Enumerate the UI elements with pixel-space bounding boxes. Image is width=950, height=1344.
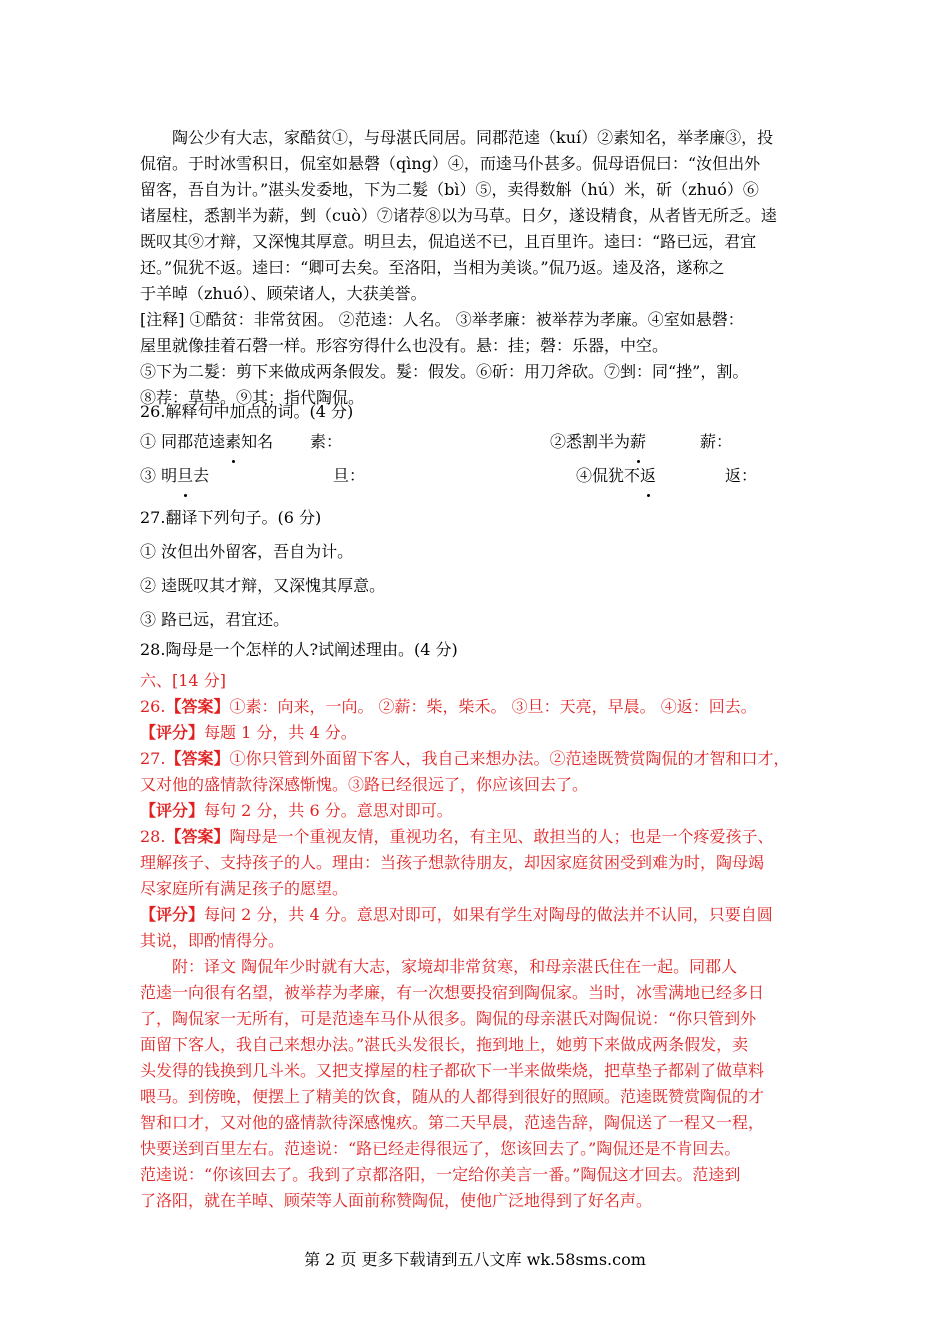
question-27-item: ② 逵既叹其才辩，又深愧其厚意。 (140, 576, 386, 595)
answer-section-heading: 六、[14 分] (140, 671, 226, 690)
score-28 (140, 902, 820, 928)
passage-line: 留客，吾自为计。”湛头发委地，下为二髮（bì）⑤，卖得数斛（hú）米，斫（zhuó）⑥ (140, 180, 759, 199)
q26-answer-label-2: 薪： (700, 432, 733, 451)
question-27-item: ① 汝但出外留客，吾自为计。 (140, 542, 354, 561)
answer-28-text: 陶母是一个重视友情，重视功名，有主见、敢担当的人；也是一个疼爱孩子、 (229, 827, 774, 846)
question-26-title: 26.解释句中加点的词。(4 分) (140, 402, 354, 421)
q26-item-3-pre: ③ 明 (140, 466, 178, 485)
translation-line: 智和口才，又对他的盛情款待深感愧疚。第二天早晨，范逵告辞，陶侃送了一程又一程， (140, 1113, 765, 1132)
passage-line: 于羊晫（zhuó）、顾荣诸人，大获美誉。 (140, 284, 427, 303)
translation-line: 了，陶侃家一无所有，可是范逵车马仆从很多。陶侃的母亲湛氏对陶侃说：“你只管到外 (140, 1009, 757, 1028)
q26-answer-label-1: 素： (310, 432, 343, 451)
translation-line: 面留下客人，我自己来想办法。”湛氏头发很长，拖到地上，她剪下来做成两条假发，卖 (140, 1035, 749, 1054)
q26-item-2 (550, 425, 646, 459)
score-27 (140, 798, 820, 824)
question-26-items (140, 425, 820, 493)
answer-tag: 【答案】 (165, 827, 230, 846)
translation-line: 范逵说：“你该回去了。我到了京都洛阳，一定给你美言一番。”陶侃这才回去。范逵到 (140, 1165, 741, 1184)
question-26-row-2 (140, 459, 820, 493)
passage-line: 既叹其⑨才辩，又深愧其厚意。明旦去，侃追送不已，且百里许。逵曰：“路已远，君宜 (140, 232, 757, 251)
question-28-title: 28.陶母是一个怎样的人?试阐述理由。(4 分) (140, 640, 458, 659)
note-line: ⑤下为二髮：剪下来做成两条假发。髮：假发。⑥斫：用刀斧砍。⑦剉：同“挫”，割。 (140, 362, 749, 381)
answer-27 (140, 746, 820, 772)
page-footer: 第 2 页 更多下载请到五八文库 wk.58sms.com (304, 1250, 646, 1269)
q26-item-1-post: 知名 (241, 432, 274, 451)
score-26 (140, 720, 820, 746)
note-line: [注释] ①酷贫：非常贫困。 ②范逵：人名。 ③举孝廉：被举荐为孝廉。④室如悬磬： (140, 310, 744, 329)
q26-item-4 (576, 459, 656, 493)
q26-item-3-post: 去 (193, 466, 210, 485)
translation-line: 附：译文 陶侃年少时就有大志，家境却非常贫寒，和母亲湛氏住在一起。同郡人 (172, 957, 738, 976)
q26-item-4-dotted-word: 返 (640, 459, 656, 493)
answer-28-cont: 理解孩子、支持孩子的人。理由：当孩子想款待朋友，却因家庭贫困受到难为时，陶母竭 (140, 853, 765, 872)
score-28-cont: 其说，即酌情得分。 (140, 931, 285, 950)
q26-item-4-pre: ④侃犹不 (576, 466, 641, 485)
q26-item-3 (140, 459, 209, 493)
question-26-row-1 (140, 425, 820, 459)
passage-line: 还。”侃犹不返。逵曰：“卿可去矣。至洛阳，当相为美谈。”侃乃返。逵及洛，遂称之 (140, 258, 725, 277)
translation-line: 范逵一向很有名望，被举荐为孝廉，有一次想要投宿到陶侃家。当时，冰雪满地已经多日 (140, 983, 765, 1002)
answer-28-cont: 尽家庭所有满足孩子的愿望。 (140, 879, 349, 898)
answer-27-text: ①你只管到外面留下客人，我自己来想办法。②范逵既赞赏陶侃的才智和口才， (229, 749, 790, 768)
translation-line: 头发得的钱换到几斗米。又把支撑屋的柱子都砍下一半来做柴烧，把草垫子都剁了做草料 (140, 1061, 765, 1080)
question-26 (140, 399, 820, 425)
q26-item-1 (140, 425, 273, 459)
translation-line: 喂马。到傍晚，便摆上了精美的饮食，随从的人都得到很好的照顾。范逵既赞赏陶侃的才 (140, 1087, 765, 1106)
answer-26-text: ①素：向来，一向。 ②薪：柴，柴禾。 ③旦：天亮，早晨。 ④返：回去。 (229, 697, 757, 716)
q26-item-1-pre: ① 同郡范逵 (140, 432, 226, 451)
annotations (140, 307, 820, 411)
answer-section (140, 668, 820, 1214)
score-27-text: 每句 2 分，共 6 分。意思对即可。 (204, 801, 453, 820)
answer-28-number: 28. (140, 827, 166, 846)
answer-tag: 【答案】 (165, 749, 230, 768)
question-28 (140, 633, 820, 667)
answer-26 (140, 694, 820, 720)
note-line: 屋里就像挂着石磬一样。形容穷得什么也没有。悬：挂；磬：乐器，中空。 (140, 336, 669, 355)
answer-28 (140, 824, 820, 850)
score-tag: 【评分】 (140, 905, 205, 924)
question-27-title: 27.翻译下列句子。(6 分) (140, 508, 322, 527)
passage-line: 侃宿。于时冰雪积日，侃室如悬磬（qìng）④，而逵马仆甚多。侃母语侃曰：“汝但出外 (140, 154, 761, 173)
q26-item-1-dotted-word: 素 (225, 425, 241, 459)
score-tag: 【评分】 (140, 801, 205, 820)
q26-item-2-pre: ②悉割半为 (550, 432, 631, 451)
q26-answer-label-3: 旦： (333, 466, 366, 485)
q26-item-3-dotted-word: 旦 (177, 459, 193, 493)
passage-line: 陶公少有大志，家酷贫①，与母湛氏同居。同郡范逵（kuí）②素知名，举孝廉③，投 (172, 128, 774, 147)
translation-line: 快要送到百里左右。范逵说：“路已经走得很远了，您该回去了。”陶侃还是不肯回去。 (140, 1139, 741, 1158)
question-27 (140, 501, 820, 637)
question-27-item: ③ 路已远，君宜还。 (140, 610, 290, 629)
answer-26-number: 26. (140, 697, 166, 716)
note-line: ⑧荐：草垫。⑨其：指代陶侃。 (140, 388, 365, 407)
score-tag: 【评分】 (140, 723, 205, 742)
q26-answer-label-4: 返： (725, 466, 758, 485)
score-26-text: 每题 1 分，共 4 分。 (204, 723, 357, 742)
answer-tag: 【答案】 (165, 697, 230, 716)
translation-line: 了洛阳，就在羊晫、顾荣等人面前称赞陶侃，使他广泛地得到了好名声。 (140, 1191, 653, 1210)
answer-27-cont: 又对他的盛情款待深感惭愧。③路已经很远了，你应该回去了。 (140, 775, 589, 794)
score-28-text: 每问 2 分，共 4 分。意思对即可，如果有学生对陶母的做法并不认同，只要自圆 (204, 905, 773, 924)
passage (140, 125, 820, 307)
q26-item-2-dotted-word: 薪 (630, 425, 646, 459)
passage-line: 诸屋柱，悉割半为薪，剉（cuò）⑦诸荐⑧以为马草。日夕，遂设精食，从者皆无所乏。逵 (140, 206, 777, 225)
answer-27-number: 27. (140, 749, 166, 768)
